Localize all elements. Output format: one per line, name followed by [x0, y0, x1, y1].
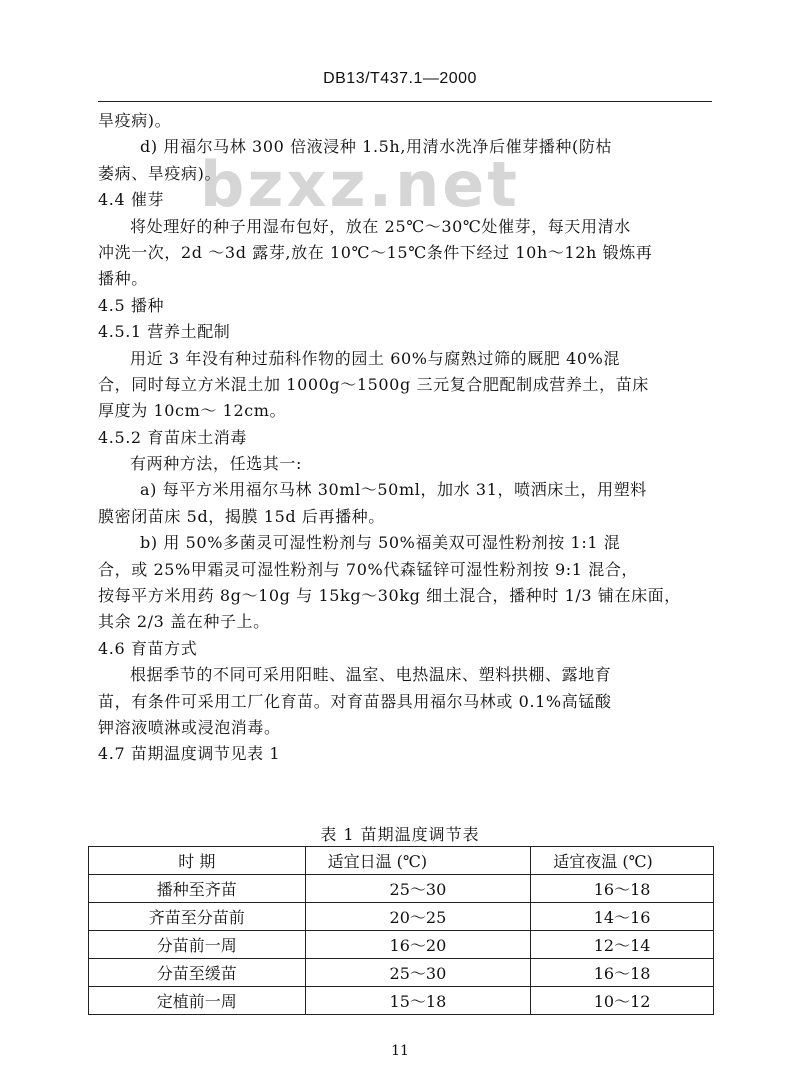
- table-cell: 分苗前一周: [89, 931, 306, 959]
- table-caption: 表 1 苗期温度调节表: [320, 825, 480, 844]
- table-row: [89, 875, 714, 903]
- section-heading: 4.7 苗期温度调节见表 1: [98, 744, 281, 764]
- table-cell: 25～30: [305, 875, 531, 903]
- table-cell: 16～20: [305, 931, 531, 959]
- table-cell: 25～30: [305, 959, 531, 987]
- page-number: 11: [391, 1043, 409, 1059]
- text-line: 按每平方米用药 8g～10g 与 15kg～30kg 细土混合，播种时 1/3 铺在床面，: [98, 586, 681, 606]
- table-cell: 播种至齐苗: [89, 875, 306, 903]
- table-cell: 定植前一周: [89, 987, 306, 1015]
- table-row: [89, 931, 714, 959]
- header-rule: [98, 101, 712, 102]
- text-line: 膜密闭苗床 5d，揭膜 15d 后再播种。: [98, 506, 385, 526]
- table-cell: 12～14: [531, 931, 714, 959]
- table-cell: 10～12: [531, 987, 714, 1015]
- section-heading: 4.5.2 育苗床土消毒: [98, 427, 247, 447]
- text-line: 钾溶液喷淋或浸泡消毒。: [98, 717, 281, 737]
- header-cell-period: 时 期: [89, 847, 306, 875]
- text-line: 萎病、旱疫病)。: [98, 163, 222, 183]
- text-line: 旱疫病)。: [98, 111, 172, 130]
- text-line: 有两种方法，任选其一:: [130, 454, 302, 474]
- text-line: 厚度为 10cm～ 12cm。: [98, 401, 287, 421]
- text-line: d) 用福尔马林 300 倍液浸种 1.5h,用清水洗净后催芽播种(防枯: [140, 137, 613, 157]
- table-cell: 14～16: [531, 903, 714, 931]
- document-code-header: DB13/T437.1—2000: [323, 70, 477, 87]
- header-cell-day-temp: 适宜日温 (℃): [305, 847, 531, 875]
- text-line: 其余 2/3 盖在种子上。: [98, 612, 270, 632]
- table-cell: 分苗至缓苗: [89, 959, 306, 987]
- text-line: 苗，有条件可采用工厂化育苗。对育苗器具用福尔马林或 0.1%高锰酸: [98, 691, 612, 711]
- watermark: bzxz.net: [200, 148, 520, 221]
- header-cell-night-temp: 适宜夜温 (℃): [531, 847, 714, 875]
- section-heading: 4.4 催芽: [98, 190, 165, 210]
- table-row: [89, 903, 714, 931]
- table-cell: 20～25: [305, 903, 531, 931]
- text-line: 合，或 25%甲霜灵可湿性粉剂与 70%代森锰锌可湿性粉剂按 9:1 混合，: [98, 559, 639, 579]
- text-line: 用近 3 年没有种过茄科作物的园土 60%与腐熟过筛的厩肥 40%混: [130, 348, 621, 368]
- temperature-table: [88, 846, 714, 1015]
- section-heading: 4.5 播种: [98, 295, 165, 315]
- text-line: 根据季节的不同可采用阳畦、温室、电热温床、塑料拱棚、露地育: [130, 665, 612, 685]
- table-cell: 16～18: [531, 959, 714, 987]
- text-line: 播种。: [98, 269, 148, 289]
- table-cell: 15～18: [305, 987, 531, 1015]
- table-row: [89, 959, 714, 987]
- table-cell: 16～18: [531, 875, 714, 903]
- text-line: a) 每平方米用福尔马林 30ml～50ml，加水 31，喷洒床土，用塑料: [140, 480, 647, 500]
- table-header-row: [89, 847, 714, 875]
- text-line: 合，同时每立方米混土加 1000g～1500g 三元复合肥配制成营养土，苗床: [98, 374, 649, 394]
- body-text: [98, 108, 712, 768]
- section-heading: 4.6 育苗方式: [98, 638, 198, 658]
- table-cell: 齐苗至分苗前: [89, 903, 306, 931]
- text-line: 冲洗一次，2d ～3d 露芽,放在 10℃～15℃条件下经过 10h～12h 锻炼再: [98, 242, 653, 262]
- table-row: [89, 987, 714, 1015]
- section-heading: 4.5.1 营养土配制: [98, 322, 231, 342]
- text-line: b) 用 50%多菌灵可湿性粉剂与 50%福美双可湿性粉剂按 1:1 混: [140, 533, 621, 553]
- text-line: 将处理好的种子用湿布包好，放在 25℃～30℃处催芽，每天用清水: [130, 216, 631, 236]
